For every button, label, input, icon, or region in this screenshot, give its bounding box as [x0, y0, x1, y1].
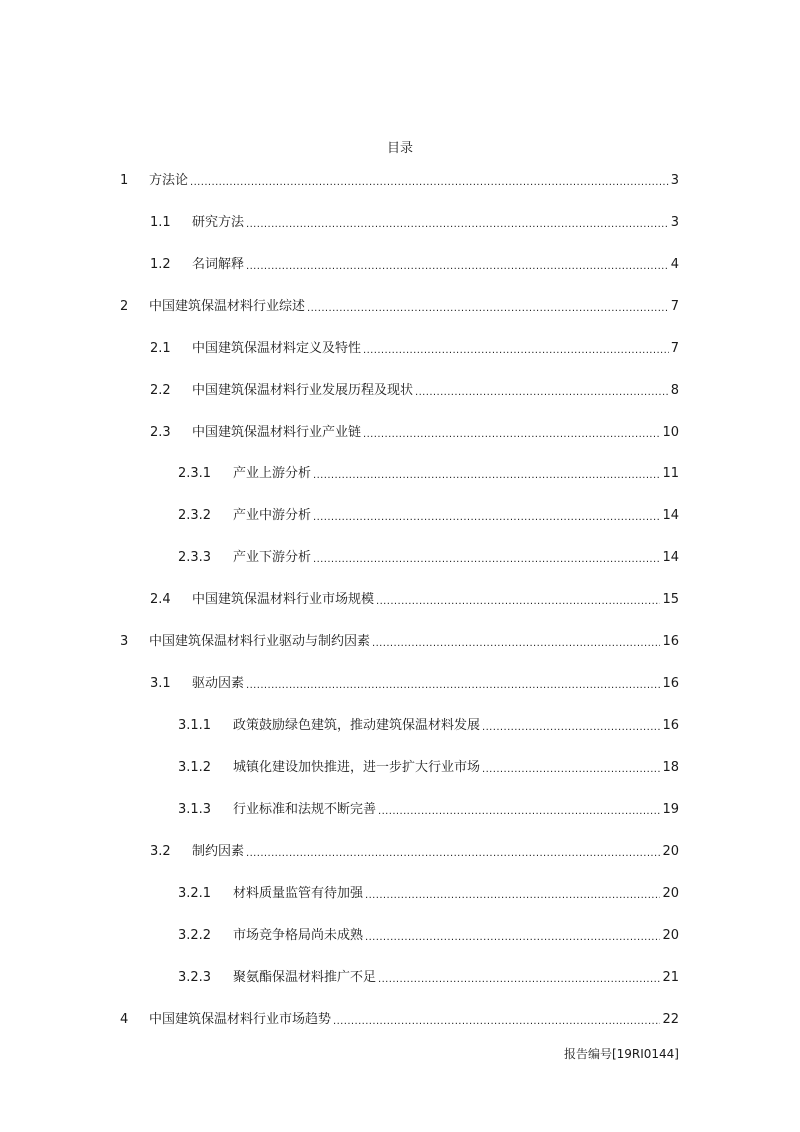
toc-entry-label: 中国建筑保温材料行业驱动与制约因素: [149, 634, 371, 649]
toc-entry-number: 2.3: [150, 425, 171, 440]
toc-entry-number: 4: [120, 1012, 129, 1027]
toc-leader-dots: [246, 255, 669, 275]
toc-entry-label: 中国建筑保温材料行业发展历程及现状: [192, 383, 414, 398]
toc-entry[interactable]: [178, 464, 679, 484]
toc-entry-number: 2: [120, 299, 129, 314]
toc-entry-page: 10: [662, 425, 679, 440]
toc-entry[interactable]: [178, 884, 679, 904]
toc-entry-number: 2.3.1: [178, 466, 212, 481]
toc-entry-number: 2.3.3: [178, 550, 212, 565]
toc-entry[interactable]: [178, 800, 679, 820]
toc-entry[interactable]: [150, 423, 679, 443]
toc-leader-dots: [378, 800, 660, 820]
toc-entry-number: 1.1: [150, 215, 171, 230]
toc-entry[interactable]: [178, 926, 679, 946]
toc-entry[interactable]: [150, 842, 679, 862]
toc-leader-dots: [363, 339, 669, 359]
toc-entry-number: 2.2: [150, 383, 171, 398]
toc-entry[interactable]: [150, 590, 679, 610]
toc-entry[interactable]: [150, 674, 679, 694]
toc-entry-page: 20: [662, 928, 679, 943]
toc-entry-number: 2.3.2: [178, 508, 212, 523]
toc-entry-page: 3: [670, 173, 679, 188]
toc-leader-dots: [307, 297, 669, 317]
toc-entry-number: 3.1: [150, 676, 171, 691]
toc-entry-page: 16: [662, 676, 679, 691]
toc-entry-label: 中国建筑保温材料行业市场趋势: [149, 1012, 332, 1027]
toc-entry-page: 7: [670, 341, 679, 356]
toc-entry-label: 产业中游分析: [233, 508, 312, 523]
toc-entry[interactable]: [120, 632, 679, 652]
toc-leader-dots: [372, 632, 660, 652]
toc-entry-number: 3.2.3: [178, 970, 212, 985]
toc-entry-label: 中国建筑保温材料行业市场规模: [192, 592, 375, 607]
toc-entry[interactable]: [150, 213, 679, 233]
toc-entry-label: 中国建筑保温材料定义及特性: [192, 341, 362, 356]
toc-entry-number: 3.1.1: [178, 718, 212, 733]
toc-entry-label: 制约因素: [192, 844, 245, 859]
toc-entry-page: 14: [662, 508, 679, 523]
toc-entry-label: 中国建筑保温材料行业综述: [149, 299, 306, 314]
toc-entry-number: 3.2.1: [178, 886, 212, 901]
toc-leader-dots: [246, 674, 660, 694]
toc-entry[interactable]: [178, 548, 679, 568]
toc-leader-dots: [313, 548, 660, 568]
toc-entry-label: 产业下游分析: [233, 550, 312, 565]
toc-entry-page: 18: [662, 760, 679, 775]
toc-entry[interactable]: [178, 506, 679, 526]
toc-entry[interactable]: [120, 171, 679, 191]
toc-leader-dots: [378, 968, 660, 988]
toc-leader-dots: [246, 213, 669, 233]
toc-entry-page: 3: [670, 215, 679, 230]
toc-entry-number: 3.2: [150, 844, 171, 859]
toc-entry-page: 16: [662, 718, 679, 733]
toc-entry-page: 19: [662, 802, 679, 817]
toc-entry-label: 方法论: [149, 173, 189, 188]
toc-entry-page: 16: [662, 634, 679, 649]
toc-entry-number: 1: [120, 173, 129, 188]
toc-entry-label: 名词解释: [192, 257, 245, 272]
toc-entry-page: 15: [662, 592, 679, 607]
toc-entry-label: 驱动因素: [192, 676, 245, 691]
toc-entry-number: 3.1.2: [178, 760, 212, 775]
toc-title: 目录: [386, 141, 413, 156]
toc-leader-dots: [415, 381, 669, 401]
toc-entry[interactable]: [150, 339, 679, 359]
toc-leader-dots: [333, 1010, 660, 1030]
toc-entry-label: 行业标准和法规不断完善: [233, 802, 377, 817]
toc-entry-label: 材料质量监管有待加强: [233, 886, 364, 901]
toc-entry-page: 8: [670, 383, 679, 398]
toc-entry-page: 21: [662, 970, 679, 985]
toc-entry[interactable]: [150, 255, 679, 275]
toc-entry-label: 中国建筑保温材料行业产业链: [192, 425, 362, 440]
toc-entry-number: 2.4: [150, 592, 171, 607]
toc-entry-page: 14: [662, 550, 679, 565]
toc-entry-page: 20: [662, 844, 679, 859]
toc-leader-dots: [365, 926, 660, 946]
report-number: 报告编号[19RI0144]: [563, 1047, 679, 1061]
toc-leader-dots: [190, 171, 669, 191]
toc-entry[interactable]: [178, 758, 679, 778]
toc-entry-label: 市场竞争格局尚未成熟: [233, 928, 364, 943]
toc-entry[interactable]: [120, 297, 679, 317]
toc-entry-label: 政策鼓励绿色建筑，推动建筑保温材料发展: [233, 718, 481, 733]
toc-entry-number: 1.2: [150, 257, 171, 272]
toc-entry-label: 产业上游分析: [233, 466, 312, 481]
toc-leader-dots: [376, 590, 660, 610]
toc-entry-label: 聚氨酯保温材料推广不足: [233, 970, 377, 985]
toc-leader-dots: [313, 464, 660, 484]
toc-leader-dots: [482, 716, 660, 736]
toc-leader-dots: [363, 423, 660, 443]
toc-leader-dots: [365, 884, 660, 904]
toc-entry-number: 2.1: [150, 341, 171, 356]
toc-entry-number: 3.2.2: [178, 928, 212, 943]
toc-entry-page: 20: [662, 886, 679, 901]
toc-entry-page: 4: [670, 257, 679, 272]
toc-leader-dots: [313, 506, 660, 526]
toc-entry[interactable]: [178, 968, 679, 988]
toc-entry[interactable]: [150, 381, 679, 401]
toc-entry-label: 城镇化建设加快推进，进一步扩大行业市场: [233, 760, 481, 775]
toc-entry-number: 3: [120, 634, 129, 649]
toc-entry[interactable]: [178, 716, 679, 736]
toc-entry-page: 7: [670, 299, 679, 314]
toc-entry-number: 3.1.3: [178, 802, 212, 817]
toc-entry-page: 11: [662, 466, 679, 481]
toc-entry[interactable]: [120, 1010, 679, 1030]
toc-leader-dots: [482, 758, 660, 778]
toc-entry-label: 研究方法: [192, 215, 245, 230]
toc-leader-dots: [246, 842, 660, 862]
toc-entry-page: 22: [662, 1012, 679, 1027]
